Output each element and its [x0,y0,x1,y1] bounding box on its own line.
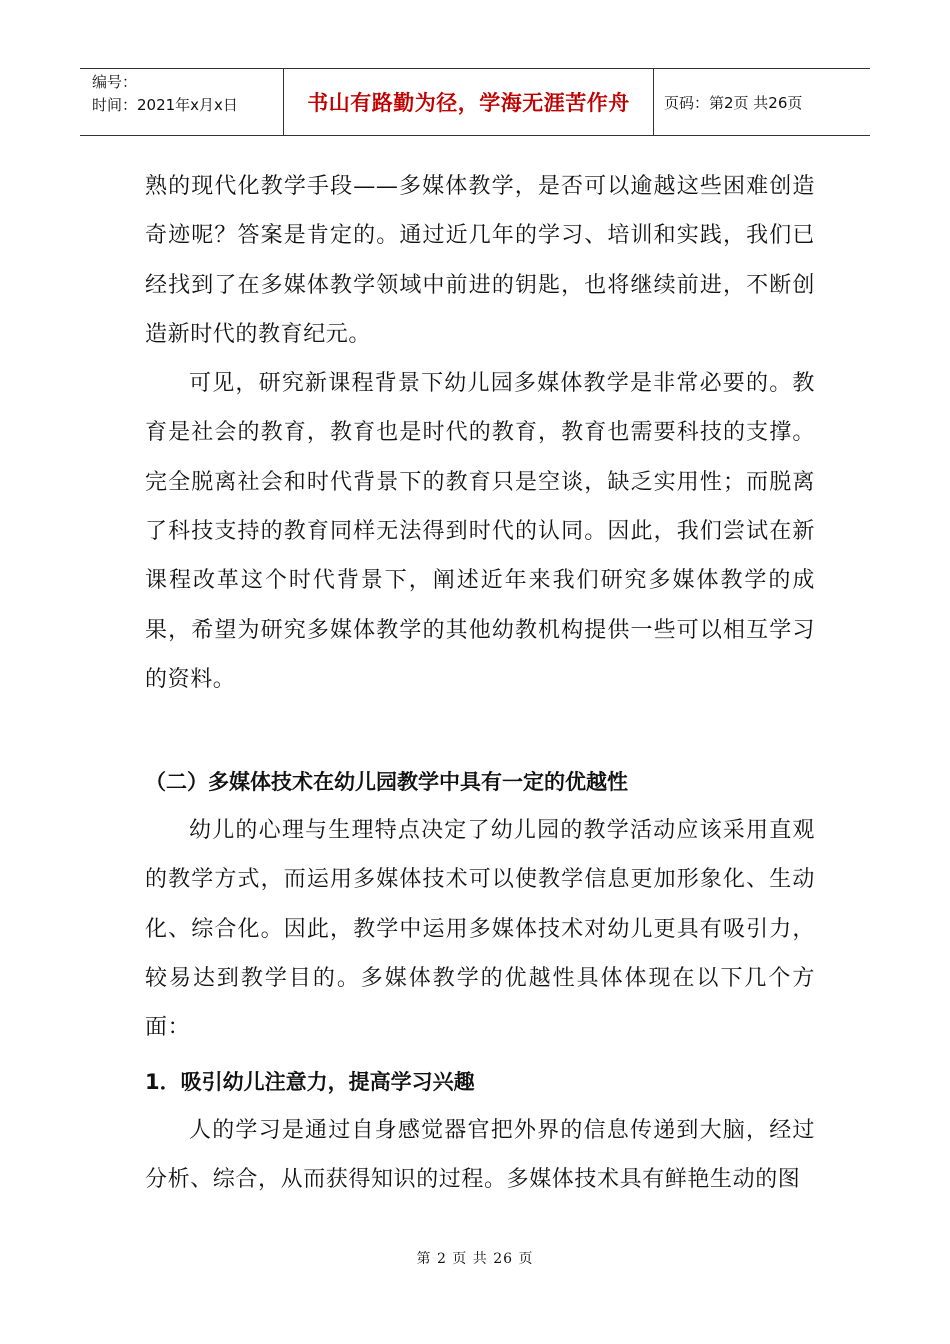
date-label: 时间：2021年x月x日 [92,96,238,114]
body-top [145,162,815,704]
paragraph-2: 可见，研究新课程背景下幼儿园多媒体教学是非常必要的。教育是社会的教育，教育也是时代的教育，教育也需要科技的支撑。完全脱离社会和时代背景下的教育只是空谈，缺乏实用性；而脱离了科技支持的教育同样无法得到时代的认同。因此，我们尝试在新课程改革这个时代背景下，阐述近年来我们研究多媒体教学的成果，希望为研究多媒体教学的其他幼教机构提供一些可以相互学习的资料。 [145,371,815,692]
paragraph-4: 人的学习是通过自身感觉器官把外界的信息传递到大脑，经过分析、综合，从而获得知识的过程。多媒体技术具有鲜艳生动的图 [145,1118,815,1193]
header-meta [80,69,284,135]
header-page-info: 页码：第2页 共26页 [664,93,803,112]
body-middle [145,806,815,1052]
page-footer: 第 2 页 共 26 页 [416,1251,534,1267]
page-header [80,68,870,136]
subsection-heading-1: 1．吸引幼儿注意力，提高学习兴趣 [145,1070,475,1094]
header-motto: 书山有路勤为径，学海无涯苦作舟 [284,69,654,135]
paragraph-3: 幼儿的心理与生理特点决定了幼儿园的教学活动应该采用直观的教学方式，而运用多媒体技术可以使教学信息更加形象化、生动化、综合化。因此，教学中运用多媒体技术对幼儿更具有吸引力，较易达到教学目的。多媒体教学的优越性具体体现在以下几个方面： [145,818,815,1041]
number-label: 编号： [92,73,138,91]
body-bottom [145,1106,815,1205]
section-heading-2: （二）多媒体技术在幼儿园教学中具有一定的优越性 [145,770,628,794]
paragraph-1: 熟的现代化教学手段——多媒体教学，是否可以逾越这些困难创造奇迹呢？答案是肯定的。通过近几年的学习、培训和实践，我们已经找到了在多媒体教学领域中前进的钥匙，也将继续前进，不断创造新时代的教育纪元。 [145,174,815,347]
